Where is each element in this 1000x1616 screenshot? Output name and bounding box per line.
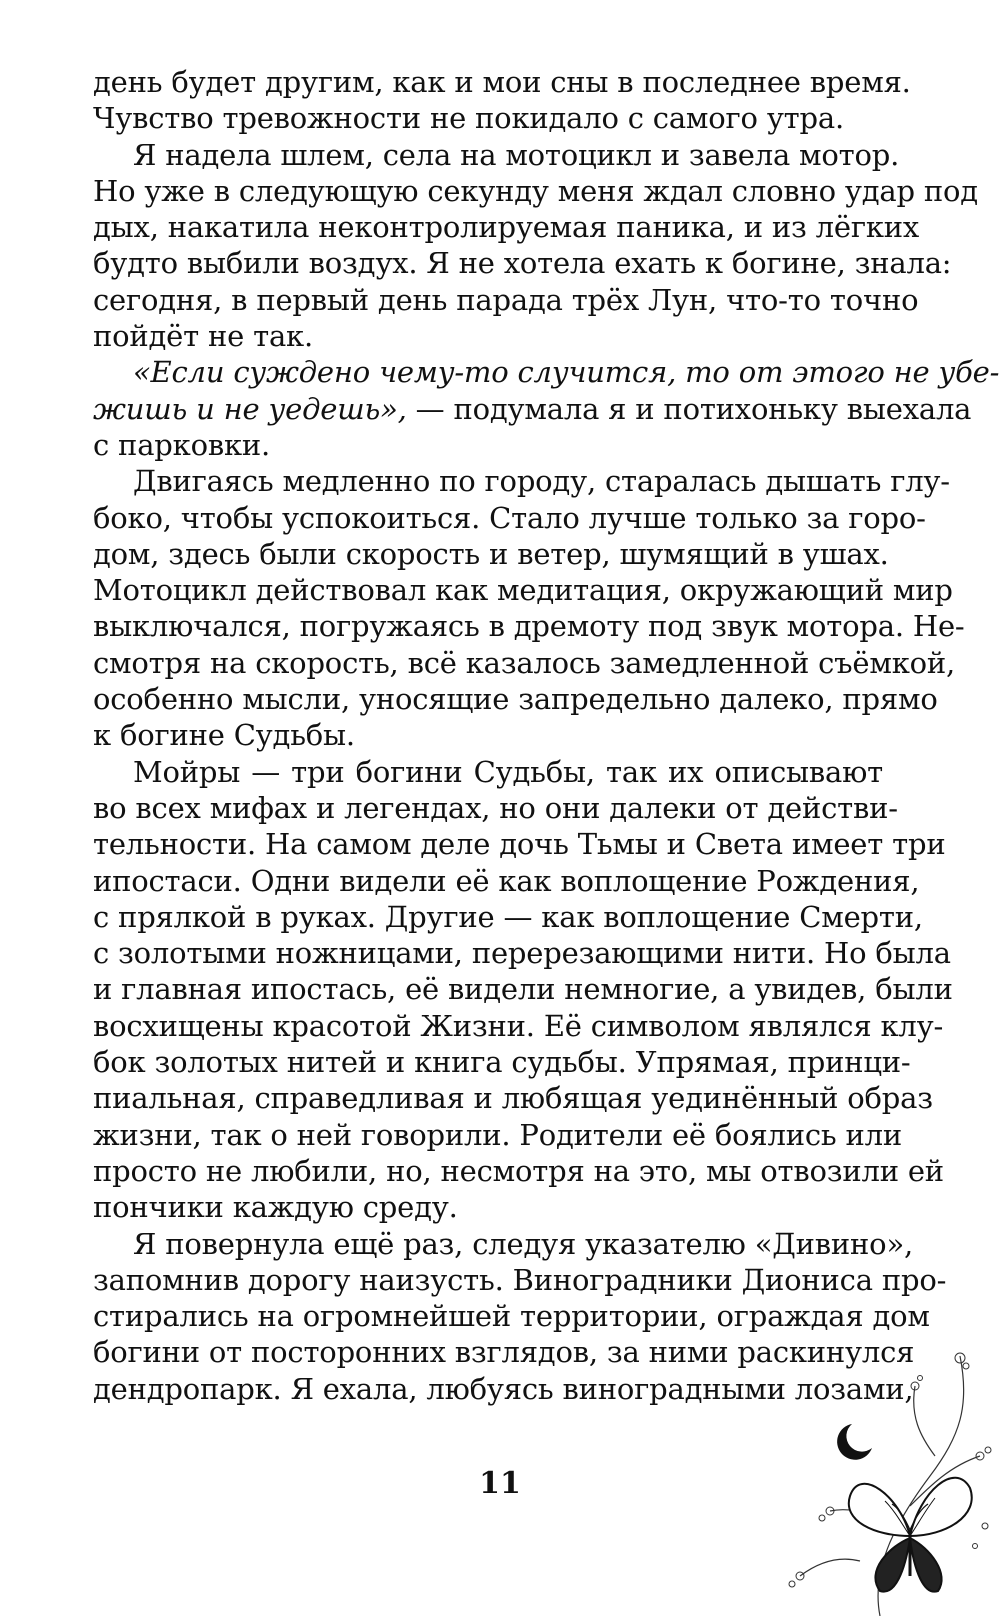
text-line: жизни, так о ней говорили. Родители её боялись или <box>93 1117 902 1152</box>
text-line: к богине Судьбы. <box>93 718 355 753</box>
italic-quote: «Если суждено чему-то случится, то от этого не убе- <box>133 355 1000 390</box>
text-line: боко, чтобы успокоиться. Стало лучше только за горо- <box>93 500 926 535</box>
text-line: дендропарк. Я ехала, любуясь виноградными лозами, <box>93 1371 914 1406</box>
text-line: Чувство тревожности не покидало с самого утра. <box>93 101 845 136</box>
text-line: и главная ипостась, её видели немногие, а увидев, были <box>93 972 953 1007</box>
paragraph-1 <box>93 64 911 137</box>
text-line: с золотыми ножницами, перерезающими нити. Но была <box>93 936 951 971</box>
text-line <box>93 354 1000 390</box>
text-line: пончики каждую среду. <box>93 1190 458 1225</box>
text-line: бок золотых нитей и книга судьбы. Упрямая, принци- <box>93 1045 911 1080</box>
text-line: Мотоцикл действовал как медитация, окружающий мир <box>93 573 953 608</box>
paragraph-4 <box>93 463 965 753</box>
text-fragment: — подумала я и потихоньку выехала <box>406 391 972 426</box>
text-line: сегодня, в первый день парада трёх Лун, что-то точно <box>93 282 919 317</box>
text-line: смотря на скорость, всё казалось замедленной съёмкой, <box>93 645 956 680</box>
text-line: тельности. На самом деле дочь Тьмы и Света имеет три <box>93 827 946 862</box>
text-line: Я повернула ещё раз, следуя указателю «Дивино», <box>133 1226 914 1261</box>
text-line: пиальная, справедливая и любящая уединённый образ <box>93 1081 933 1116</box>
text-line: Двигаясь медленно по городу, старалась дышать глу- <box>133 464 950 499</box>
text-line: дых, накатила неконтролируемая паника, и из лёгких <box>93 210 920 245</box>
text-line: просто не любили, но, несмотря на это, мы отвозили ей <box>93 1153 944 1188</box>
text-line: Я надела шлем, села на мотоцикл и завела мотор. <box>133 137 900 172</box>
text-line: восхищены красотой Жизни. Её символом являлся клу- <box>93 1008 944 1043</box>
paragraph-3 <box>93 354 1000 463</box>
text-line: день будет другим, как и мои сны в последнее время. <box>93 65 911 99</box>
text-line: во всех мифах и легендах, но они далеки от действи- <box>93 790 898 825</box>
text-line: с прялкой в руках. Другие — как воплощение Смерти, <box>93 899 923 934</box>
text-line: стирались на огромнейшей территории, ограждая дом <box>93 1299 930 1334</box>
text-line: дом, здесь были скорость и ветер, шумящий в ушах. <box>93 536 889 571</box>
text-line: выключался, погружаясь в дремоту под звук мотора. Не- <box>93 609 965 644</box>
text-line: ипостаси. Одни видели её как воплощение Рождения, <box>93 863 920 898</box>
text-line: Но уже в следующую секунду меня ждал словно удар под <box>93 173 978 208</box>
text-line: особенно мысли, уносящие запредельно далеко, прямо <box>93 682 938 717</box>
text-line: Мойры — три богини Судьбы, так их описывают <box>133 754 883 789</box>
body-text <box>93 64 1000 1407</box>
text-line: с парковки. <box>93 427 271 462</box>
paragraph-2 <box>93 137 978 355</box>
italic-quote: жишь и не уедешь», <box>93 391 407 426</box>
butterfly-moon-flowers-icon <box>760 1346 1000 1616</box>
text-line: будто выбили воздух. Я не хотела ехать к богине, знала: <box>93 246 952 281</box>
paragraph-5 <box>93 754 953 1226</box>
text-line <box>93 391 972 427</box>
text-line: запомнив дорогу наизусть. Виноградники Диониса про- <box>93 1262 947 1297</box>
page-number: 11 <box>479 1466 521 1501</box>
text-line: богини от посторонних взглядов, за ними раскинулся <box>93 1335 915 1370</box>
text-line: пойдёт не так. <box>93 319 313 354</box>
